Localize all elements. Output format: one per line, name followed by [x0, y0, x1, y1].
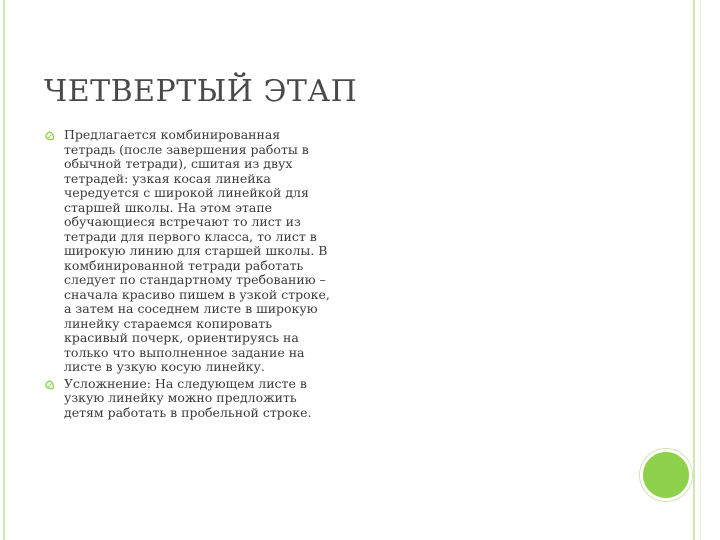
frame-right-border [693, 0, 695, 540]
frame-right-thin-border [700, 0, 701, 540]
frame-left-border [3, 0, 5, 540]
bullet-text: Предлагается комбинированная тетрадь (после завершения работы в обычной тетради), сшитая из двух тетрадей: узкая косая линейка чередуется с широкой линейкой для старшей школы. На этом этапе обучающиеся встречают то лист из тетради для первого класса, то лист в широкую линию для старшей школы. В комбинированной тетради работать следует по стандартному требованию – сначала красиво пишем в узкой строке, а затем на соседнем листе в широкую линейку стараемся копировать красивый почерк, ориентируясь на только что выполненное задание на листе в узкую косую линейку. [64, 127, 330, 374]
slide-title: ЧЕТВЕРТЫЙ ЭТАП [44, 74, 358, 109]
bullet-text: Усложнение: На следующем листе в узкую линейку можно предложить детям работать в пробельной строке. [64, 375, 312, 420]
bullet-item [44, 377, 334, 421]
bullet-list [44, 128, 334, 422]
leaf-icon [44, 380, 55, 391]
leaf-icon [44, 131, 55, 142]
corner-circle-decoration [640, 449, 692, 501]
bullet-item [44, 128, 334, 375]
